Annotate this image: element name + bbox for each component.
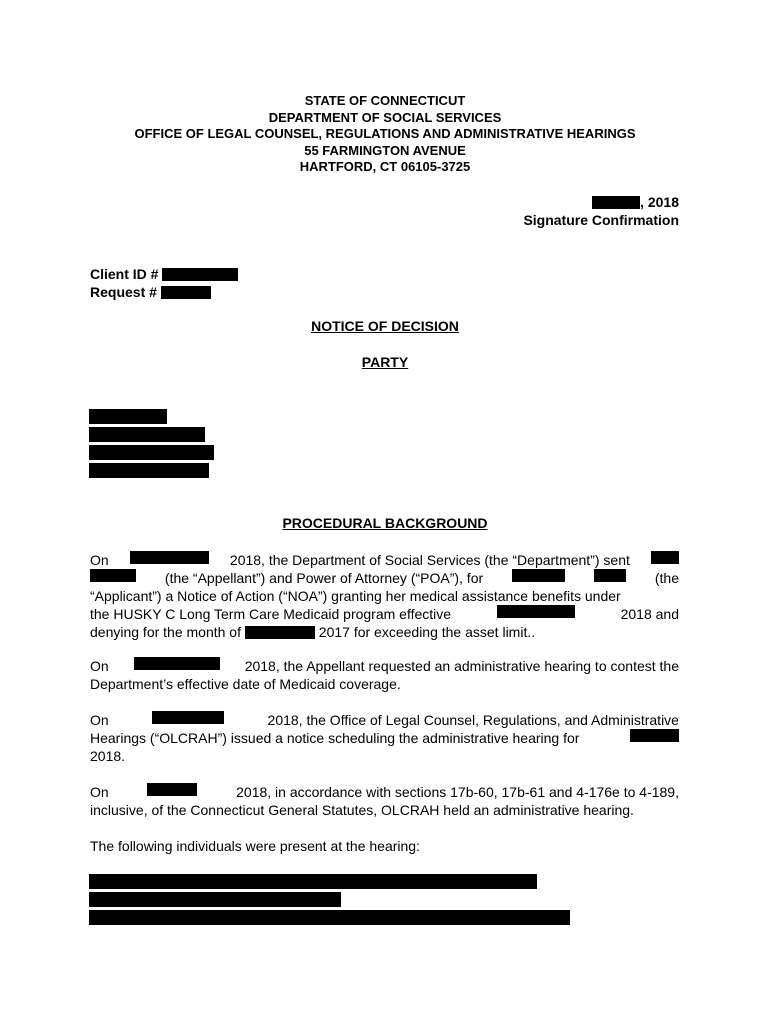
text-span: (the “Appellant”) and Power of Attorney (“POA”), for: [164, 570, 484, 586]
text-line: “Applicant”) a Notice of Action (“NOA”) granting her medical assistance benefits under: [90, 588, 621, 604]
text-span: On: [90, 658, 109, 674]
notice-title: NOTICE OF DECISION: [311, 318, 459, 334]
text-span: denying for the month of: [90, 624, 241, 640]
redaction-bar: [147, 783, 197, 796]
date-block: [523, 193, 679, 229]
date-year: , 2018: [640, 194, 679, 210]
redaction-bar: [134, 657, 220, 670]
background-heading: PROCEDURAL BACKGROUND: [282, 515, 488, 531]
letterhead-state: STATE OF CONNECTICUT: [304, 93, 466, 108]
text-span: the HUSKY C Long Term Care Medicaid program effective: [90, 606, 452, 622]
redaction-bar: [245, 626, 315, 639]
text-span: 2018 and: [620, 606, 679, 622]
redaction-bar: [89, 892, 341, 907]
request-label: Request #: [90, 284, 157, 300]
text-line: 2018.: [90, 748, 126, 764]
redaction-bar: [594, 569, 626, 582]
redaction-bar: [130, 551, 209, 564]
redaction-bar: [630, 729, 679, 742]
letterhead-street: 55 FARMINGTON AVENUE: [304, 142, 466, 158]
text-line: Department’s effective date of Medicaid coverage.: [90, 676, 401, 692]
text-span: 2018, in accordance with sections 17b-60, 17b-61 and 4-176e to 4-189,: [236, 784, 679, 800]
redaction-bar: [89, 463, 209, 478]
text-span: On: [90, 784, 109, 800]
background-paragraph-2: [90, 657, 679, 693]
letterhead-department: DEPARTMENT OF SOCIAL SERVICES: [268, 109, 502, 125]
text-span: 2018, the Office of Legal Counsel, Regulations, and Administrative: [267, 712, 679, 728]
redaction-bar: [592, 196, 640, 209]
redaction-bar: [89, 910, 570, 925]
background-paragraph-1: [90, 551, 679, 641]
redaction-bar: [90, 569, 136, 582]
redaction-bar: [89, 427, 205, 442]
redaction-bar: [89, 874, 537, 889]
text-span: 2018, the Appellant requested an administrative hearing to contest the: [244, 658, 679, 674]
background-paragraph-5: [90, 837, 679, 855]
case-identifiers: [90, 265, 238, 301]
letterhead-office: OFFICE OF LEGAL COUNSEL, REGULATIONS AND ADMINISTRATIVE HEARINGS: [134, 126, 636, 141]
redaction-bar: [512, 569, 565, 582]
attendees-redacted: [89, 874, 570, 928]
redaction-bar: [89, 409, 167, 424]
delivery-method: Signature Confirmation: [523, 212, 679, 228]
redaction-bar: [162, 268, 238, 281]
text-span: (the: [654, 570, 679, 586]
redaction-bar: [152, 711, 224, 724]
text-span: On: [90, 552, 109, 568]
text-span: Hearings (“OLCRAH”) issued a notice scheduling the administrative hearing for: [90, 730, 580, 746]
letterhead-city: HARTFORD, CT 06105-3725: [299, 159, 471, 174]
redaction-bar: [497, 605, 575, 618]
party-address-redacted: [89, 409, 214, 481]
background-paragraph-4: [90, 783, 679, 819]
party-heading: PARTY: [361, 354, 409, 370]
redaction-bar: [89, 445, 214, 460]
redaction-bar: [651, 551, 679, 564]
text-span: On: [90, 712, 109, 728]
redaction-bar: [161, 286, 211, 299]
client-id-label: Client ID #: [90, 266, 159, 282]
text-span: 2017 for exceeding the asset limit..: [318, 624, 536, 640]
background-paragraph-3: [90, 711, 679, 765]
text-line: inclusive, of the Connecticut General Statutes, OLCRAH held an administrative hearing.: [90, 802, 634, 818]
text-line: The following individuals were present at the hearing:: [90, 838, 420, 854]
letterhead: [0, 93, 770, 176]
text-span: 2018, the Department of Social Services (the “Department”) sent: [229, 552, 630, 568]
